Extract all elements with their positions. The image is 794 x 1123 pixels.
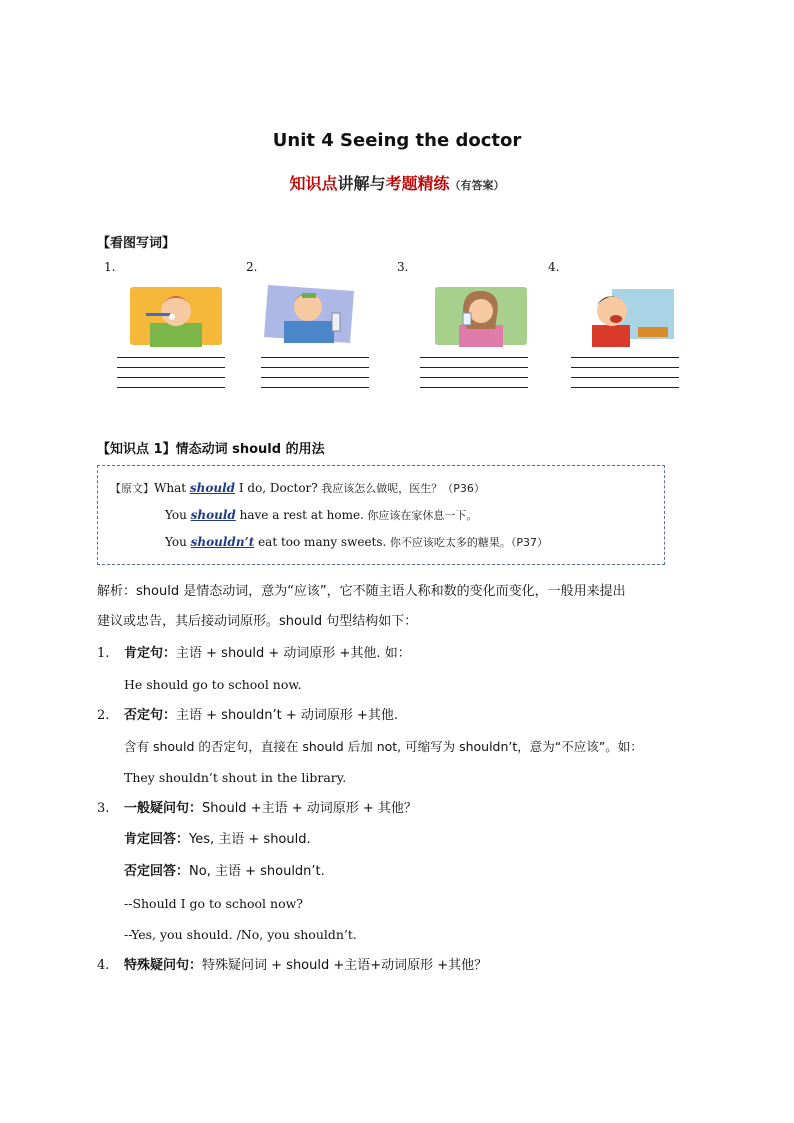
boy-eating-sweets-icon bbox=[582, 285, 678, 347]
keyword-should: should bbox=[190, 508, 236, 522]
original-line-3: You shouldn’t eat too many sweets. 你不应该吃太多的糖果。（P37） bbox=[165, 535, 548, 549]
affirmative-rule: 肯定句：主语 + should + 动词原形 +其他. 如： bbox=[124, 646, 411, 661]
example-question: --Should I go to school now? bbox=[124, 896, 304, 911]
list-item: 2. bbox=[97, 708, 110, 723]
original-line-2: You should have a rest at home. 你应该在家休息一下。 bbox=[165, 508, 478, 522]
page-subtitle bbox=[0, 171, 794, 194]
affirmative-answer: 肯定回答：Yes, 主语 + should. bbox=[124, 832, 311, 847]
subtitle-part4: （有答案） bbox=[449, 179, 505, 192]
picture-number: 1. bbox=[104, 260, 116, 274]
list-item: 4. bbox=[97, 958, 110, 973]
picture-number: 4. bbox=[548, 260, 560, 274]
picture-number: 3. bbox=[397, 260, 409, 274]
answer-lines bbox=[571, 357, 679, 397]
section-picture-words: 【看图写词】 bbox=[97, 236, 176, 251]
keyword-shouldnt: shouldn’t bbox=[190, 535, 255, 549]
answer-lines bbox=[261, 357, 369, 397]
original-label: 【原文】 bbox=[110, 482, 154, 495]
boy-brushing-teeth-icon bbox=[128, 285, 224, 347]
boy-taking-medicine-icon bbox=[262, 283, 358, 345]
analysis-line-2: 建议或忠告，其后接动词原形。should 句型结构如下： bbox=[97, 614, 418, 629]
negative-note: 含有 should 的否定句，直接在 should 后加 not, 可缩写为 shouldn’t，意为“不应该”。如： bbox=[124, 739, 643, 754]
analysis-line-1: 解析：should 是情态动词，意为“应该”，它不随主语人称和数的变化而变化，一般用来提出 bbox=[97, 584, 626, 599]
girl-drinking-water-icon bbox=[433, 285, 529, 347]
list-item: 3. bbox=[97, 801, 110, 816]
wh-question-rule: 特殊疑问句：特殊疑问词 + should +主语+动词原形 +其他？ bbox=[124, 958, 488, 973]
subtitle-part2: 讲解与 bbox=[337, 174, 386, 193]
list-item: 1. bbox=[97, 646, 110, 661]
section-knowledge-point-1: 【知识点 1】情态动词 should 的用法 bbox=[97, 442, 325, 457]
original-line-1: 【原文】What should I do, Doctor? 我应该怎么做呢，医生？（P36） bbox=[110, 481, 485, 495]
yes-no-question-rule: 一般疑问句：Should +主语 + 动词原形 + 其他？ bbox=[124, 801, 417, 816]
example-answer: --Yes, you should. /No, you shouldn’t. bbox=[124, 927, 357, 942]
picture-number: 2. bbox=[246, 260, 258, 274]
answer-lines bbox=[420, 357, 528, 397]
answer-lines bbox=[117, 357, 225, 397]
subtitle-part1: 知识点 bbox=[289, 174, 338, 193]
keyword-should: should bbox=[189, 481, 236, 495]
negative-answer: 否定回答：No, 主语 + shouldn’t. bbox=[124, 864, 325, 879]
page-title: Unit 4 Seeing the doctor bbox=[272, 130, 522, 151]
negative-rule: 否定句：主语 + shouldn’t + 动词原形 +其他. bbox=[124, 708, 399, 723]
example-sentence: He should go to school now. bbox=[124, 677, 302, 692]
subtitle-part3: 考题精练 bbox=[385, 174, 450, 193]
example-sentence: They shouldn’t shout in the library. bbox=[124, 770, 347, 785]
